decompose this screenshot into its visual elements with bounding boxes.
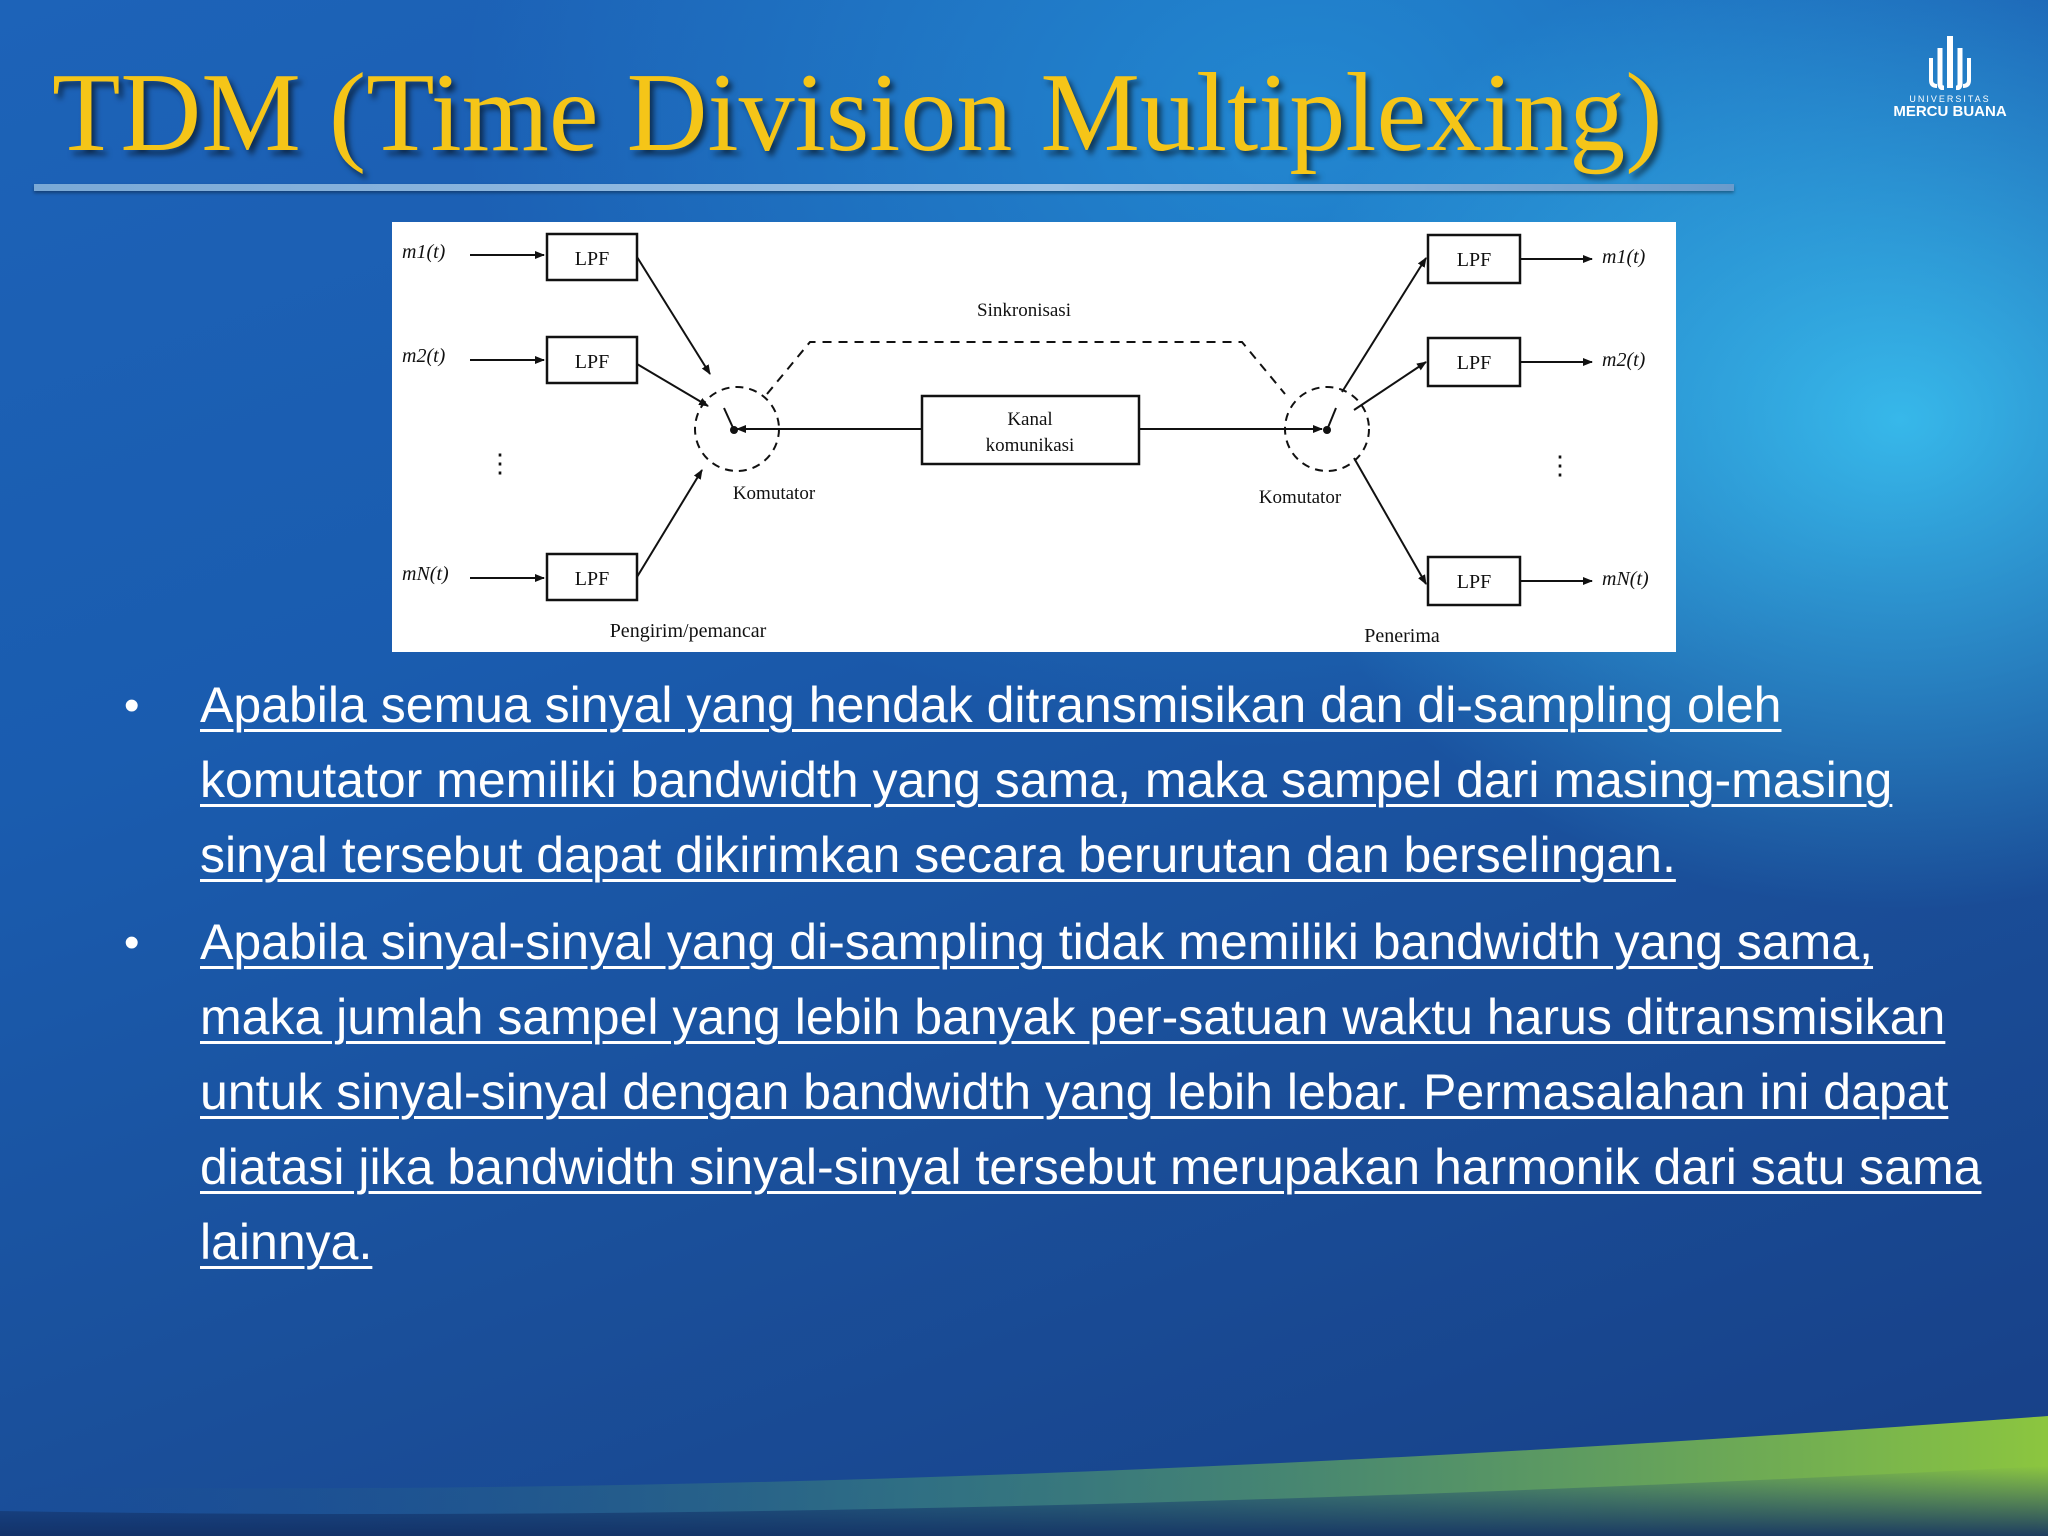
receiver-lpf-n-label: LPF xyxy=(1456,571,1492,593)
input-label-2: m2(t) xyxy=(402,345,446,367)
tdm-block-diagram xyxy=(392,222,1676,652)
bullet-text-2: Apabila sinyal-sinyal yang di-sampling tidak memiliki bandwidth yang sama, maka jumlah sampel yang lebih banyak per-satuan waktu harus ditransmisikan untuk sinyal-sinyal dengan bandwidth yang lebih lebar. Permasalahan ini dapat diatasi jika bandwidth sinyal-sinyal tersebut merupakan harmonik dari satu sama lainnya. xyxy=(200,914,1982,1270)
logo-emblem-icon xyxy=(1928,34,1972,90)
receiver-commutator-label: Komutator xyxy=(1258,487,1342,508)
bullet-dot-icon: • xyxy=(124,681,140,730)
logo-text-top: UNIVERSITAS xyxy=(1909,94,1991,104)
bullet-dot-icon: • xyxy=(124,918,140,967)
sender-lpf-2-label: LPF xyxy=(574,351,610,373)
tdm-diagram-svg xyxy=(392,222,1676,652)
logo-text-bottom: MERCU BUANA xyxy=(1893,103,2007,120)
sender-label: Pengirim/pemancar xyxy=(609,620,767,642)
output-label-1: m1(t) xyxy=(1602,246,1646,268)
sync-line xyxy=(767,342,1285,394)
slide-title: TDM (Time Division Multiplexing) xyxy=(52,51,1663,175)
sync-label: Sinkronisasi xyxy=(977,300,1071,321)
receiver-ellipsis: ⋮ xyxy=(1547,451,1573,480)
bottom-decorative-band xyxy=(0,1416,2048,1536)
channel-label-line1: Kanal xyxy=(1007,409,1053,430)
receiver-label: Penerima xyxy=(1364,625,1440,647)
bullet-item-2 xyxy=(120,905,2000,1280)
university-logo xyxy=(1880,34,2020,134)
bullet-item-1 xyxy=(120,668,2000,893)
sender-ellipsis: ⋮ xyxy=(487,449,513,478)
bullet-list xyxy=(120,668,2000,1292)
output-label-2: m2(t) xyxy=(1602,349,1646,371)
channel-label-line2: komunikasi xyxy=(985,435,1075,456)
input-label-1: m1(t) xyxy=(402,241,446,263)
bullet-text-1: Apabila semua sinyal yang hendak ditransmisikan dan di-sampling oleh komutator memiliki bandwidth yang sama, maka sampel dari masing-masing sinyal tersebut dapat dikirimkan secara berurutan dan berselingan. xyxy=(200,677,1893,883)
input-label-n: mN(t) xyxy=(402,563,449,585)
receiver-lpf-2-label: LPF xyxy=(1456,352,1492,374)
receiver-lpf-1-label: LPF xyxy=(1456,249,1492,271)
sender-lpf-n-label: LPF xyxy=(574,568,610,590)
sender-commutator-label: Komutator xyxy=(732,483,816,504)
title-underline xyxy=(34,184,1734,191)
output-label-n: mN(t) xyxy=(1602,568,1649,590)
sender-lpf-1-label: LPF xyxy=(574,248,610,270)
